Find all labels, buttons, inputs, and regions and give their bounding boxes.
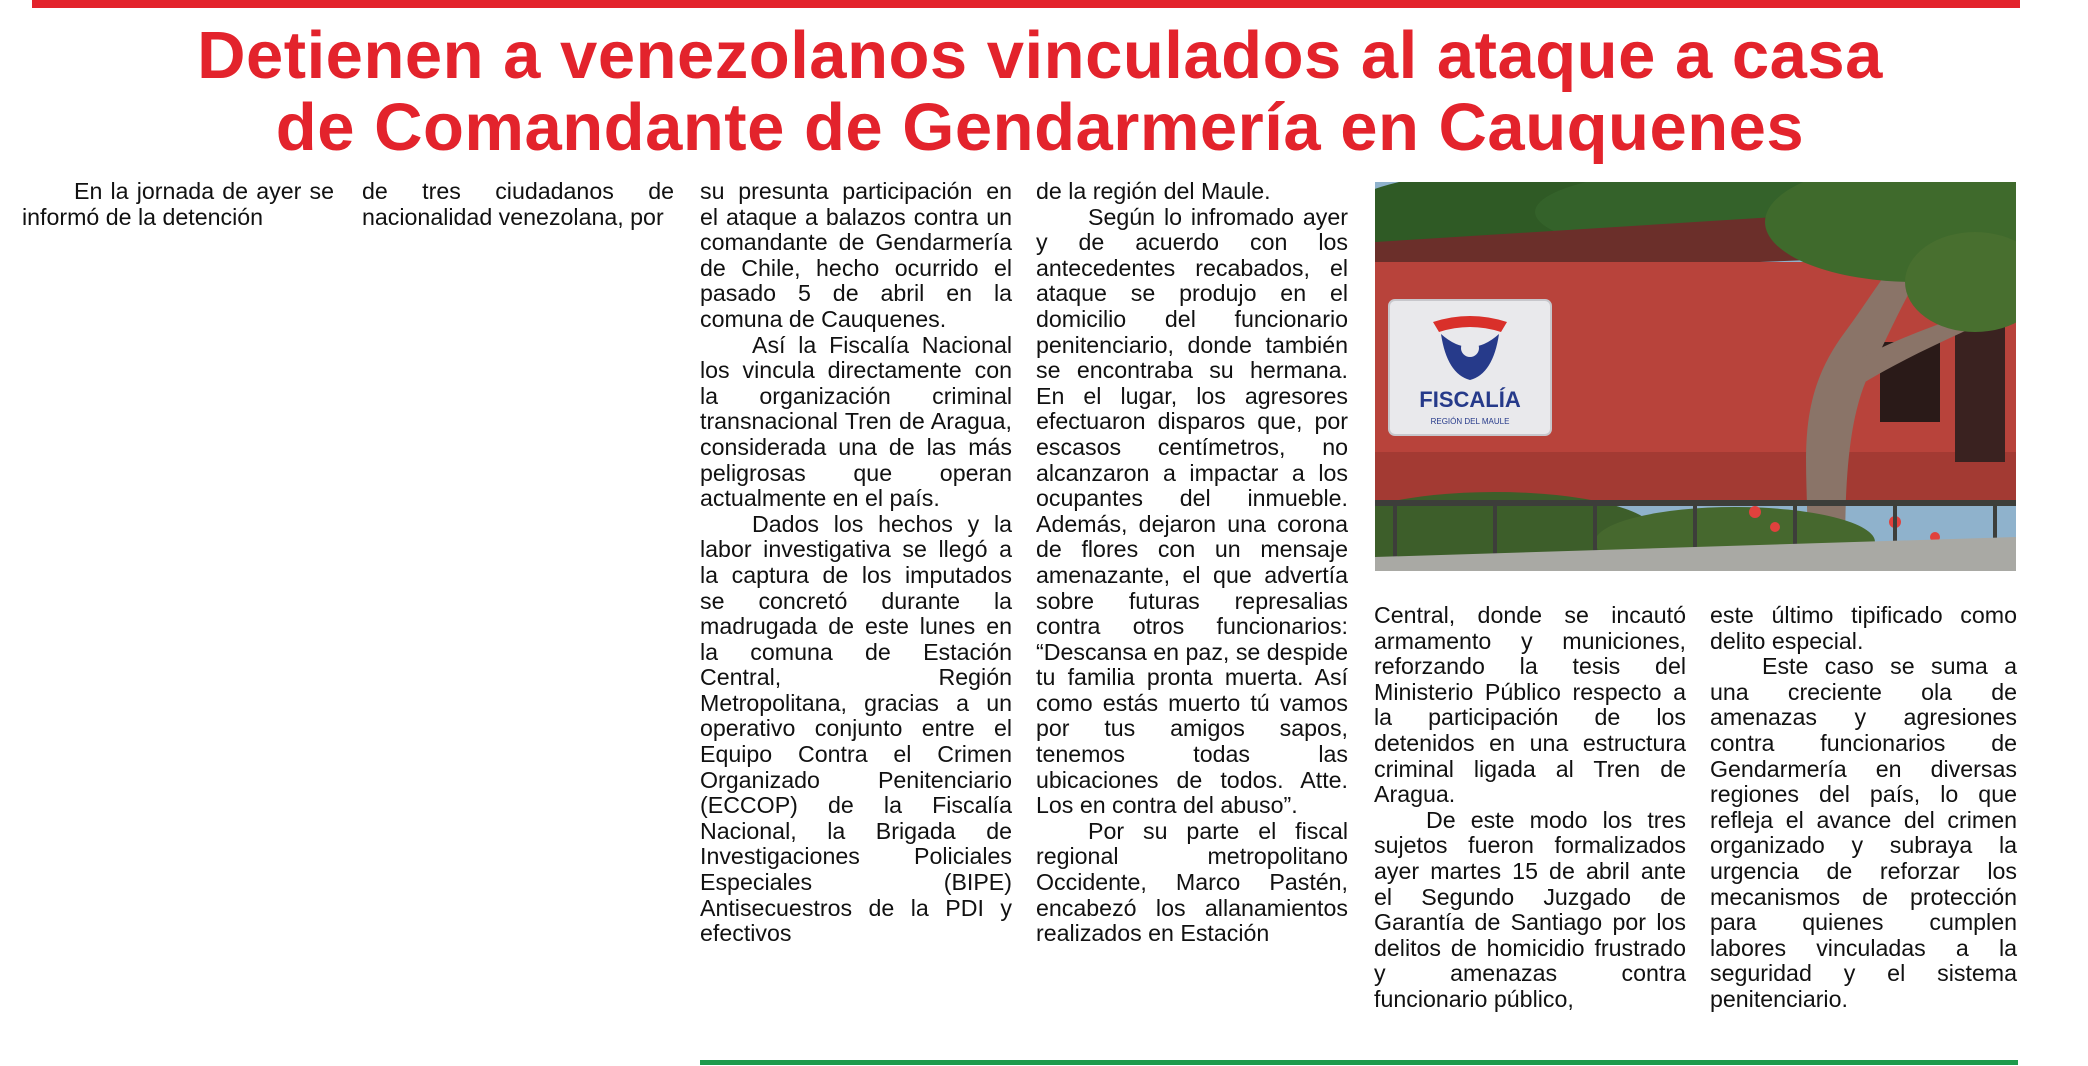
article-column-3	[700, 179, 1012, 947]
column-6-paragraph-2: Este caso se suma a una creciente ola de amenazas y agresiones contra funcionarios de Gendarmería en diversas regiones del país, lo que refleja el avance del crimen organizado y subraya la urgencia de reforzar los mecanismos de protección para quienes cumplen labores vinculadas a la seguridad y el sistema penitenciario.	[1710, 653, 2017, 1012]
fiscalia-sign	[1389, 300, 1551, 435]
headline	[20, 20, 2060, 164]
headline-line-1: Detienen a venezolanos vinculados al ataque a casa	[197, 18, 1883, 93]
column-5-paragraph-1: Central, donde se incautó armamento y municiones, reforzando la tesis del Ministerio Público respecto a la participación de los detenidos en una estructura criminal ligada al Tren de Aragua.	[1374, 602, 1686, 808]
column-3-paragraph-2: Así la Fiscalía Nacional los vincula directamente con la organización criminal transnacional Tren de Aragua, considerada una de las más peligrosas que operan actualmente en el país.	[700, 331, 1012, 512]
column-6-paragraph-1: este último tipificado como delito especial.	[1710, 602, 2017, 654]
news-photo	[1375, 182, 2016, 571]
fiscalia-building-illustration	[1375, 182, 2016, 571]
column-4-paragraph-1: de la región del Maule.	[1036, 178, 1271, 204]
column-4-paragraph-2: Según lo infromado ayer y de acuerdo con los antecedentes recabados, el ataque se produjo en el domicilio del funcionario penitenciario, donde también se encontraba su hermana. En el lugar, los agresores efectuaron disparos que, por escasos centímetros, no alcanzaron a impactar a los ocupantes del inmueble. Además, dejaron una corona de flores con un mensaje amenazante, el que advertía sobre futuras represalias contra otros funcionarios: “Descansa en paz, se despide tu familia pronta muerta. Así como estás muerto tú vamos por tus amigos sapos, tenemos todas las ubicaciones de todos. Atte. Los en contra del abuso”.	[1036, 203, 1348, 819]
column-3-paragraph-1: su presunta participación en el ataque a balazos contra un comandante de Gendarmería de Chile, hecho ocurrido el pasado 5 de abril en la comuna de Cauquenes.	[700, 178, 1012, 332]
sign-text: FISCALÍA	[1419, 387, 1521, 412]
bottom-green-rule	[700, 1060, 2018, 1065]
article-column-1	[22, 179, 334, 230]
column-4-paragraph-3: Por su parte el fiscal regional metropolitano Occidente, Marco Pastén, encabezó los allanamientos realizados en Estación	[1036, 817, 1348, 947]
top-red-rule	[32, 0, 2020, 8]
article-column-2	[362, 179, 674, 230]
column-3-paragraph-3: Dados los hechos y la labor investigativa se llegó a la captura de los imputados se concretó durante la madrugada de este lunes en la comuna de Estación Central, Región Metropolitana, gracias a un operativo conjunto entre el Equipo Contra el Crimen Organizado Penitenciario (ECCOP) de la Fiscalía Nacional, la Brigada de Investigaciones Policiales Especiales (BIPE) Antisecuestros de la PDI y efectivos	[700, 510, 1012, 947]
column-2-paragraph-1: de tres ciudadanos de nacionalidad venezolana, por	[362, 178, 674, 230]
article-column-5	[1374, 603, 1686, 1013]
sign-subtext: REGIÓN DEL MAULE	[1430, 417, 1510, 426]
column-1-paragraph-1: En la jornada de ayer se informó de la detención	[22, 178, 334, 230]
headline-line-2: de Comandante de Gendarmería en Cauquenes	[275, 90, 1805, 165]
article-column-4	[1036, 179, 1348, 947]
column-5-paragraph-2: De este modo los tres sujetos fueron formalizados ayer martes 15 de abril ante el Segundo Juzgado de Garantía de Santiago por los delitos de homicidio frustrado y amenazas contra funcionario público,	[1374, 806, 1686, 1012]
article-column-6	[1710, 603, 2017, 1013]
